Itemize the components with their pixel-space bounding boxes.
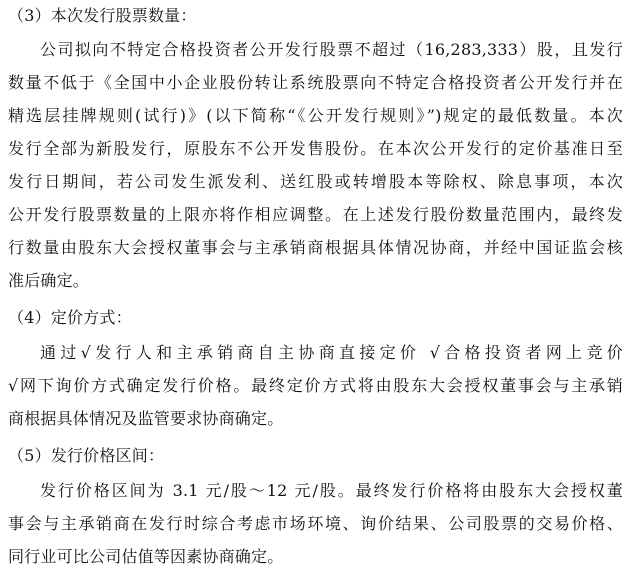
section-4-heading: （4）定价方式：	[8, 308, 132, 327]
paragraph-line: 公开发行股票数量的上限亦将作相应调整。在上述发行股份数量范围内，最终发	[8, 205, 623, 224]
paragraph-line: 准后确定。	[8, 271, 90, 290]
paragraph-line: 发行全部为新股发行，原股东不公开发售股份。在本次公开发行的定价基准日至	[8, 139, 623, 158]
paragraph-line: √网下询价方式确定发行价格。最终定价方式将由股东大会授权董事会与主承销	[8, 376, 623, 395]
paragraph-line: 数量不低于《全国中小企业股份转让系统股票向不特定合格投资者公开发行并在	[8, 73, 623, 92]
section-5-heading: （5）发行价格区间：	[8, 446, 165, 465]
paragraph-line: 商根据具体情况及监管要求协商确定。	[8, 409, 284, 428]
paragraph-line: 同行业可比公司估值等因素协商确定。	[8, 547, 284, 566]
paragraph-line: 精选层挂牌规则(试行)》(以下简称“《公开发行规则》”)规定的最低数量。本次	[8, 106, 623, 125]
paragraph-line: 通过√发行人和主承销商自主协商直接定价 √合格投资者网上竞价	[40, 343, 623, 362]
section-3-heading: （3）本次发行股票数量：	[8, 6, 197, 25]
paragraph-line: 发行价格区间为 3.1 元/股～12 元/股。最终发行价格将由股东大会授权董	[40, 481, 623, 500]
paragraph-line: 行数量由股东大会授权董事会与主承销商根据具体情况协商，并经中国证监会核	[8, 238, 623, 257]
paragraph-line: 事会与主承销商在发行时综合考虑市场环境、询价结果、公司股票的交易价格、	[8, 514, 623, 533]
paragraph-line: 公司拟向不特定合格投资者公开发行股票不超过（16,283,333）股，且发行	[40, 40, 623, 59]
paragraph-line: 发行日期间，若公司发生派发利、送红股或转增股本等除权、除息事项，本次	[8, 172, 623, 191]
